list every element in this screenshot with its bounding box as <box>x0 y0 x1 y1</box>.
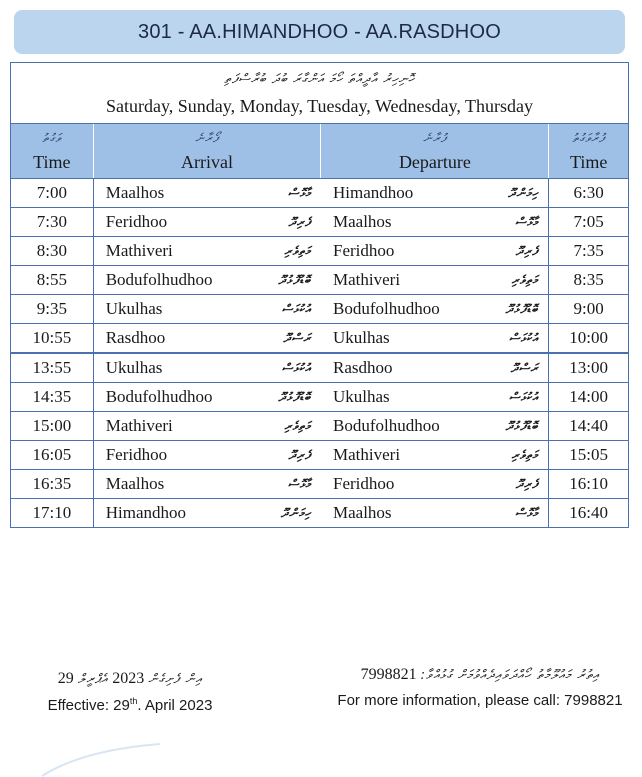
departure-place-cell <box>321 266 548 294</box>
arrival-time-cell <box>11 324 94 352</box>
arrival-time: 7:30 <box>36 212 67 231</box>
arrival-place-cell <box>94 412 321 440</box>
arrival-time: 10:55 <box>32 328 72 347</box>
effective-prefix-en: Effective: 29 <box>47 697 130 714</box>
arrival-place: Maalhos <box>105 474 165 493</box>
arrival-place-cell <box>94 470 321 498</box>
arrival-place-dv: މާޅޮސް <box>288 476 311 491</box>
header-departure-dv: ފުރާނެ <box>423 131 447 145</box>
arrival-place: Bodufolhudhoo <box>105 270 213 289</box>
arrival-time: 13:55 <box>32 358 72 377</box>
departure-time: 13:00 <box>569 358 608 377</box>
timetable <box>10 62 629 528</box>
departure-time-cell <box>548 412 628 440</box>
departure-place-dv: މަތިވެރި <box>511 272 539 287</box>
departure-place-cell <box>321 295 548 323</box>
arrival-time-cell <box>11 383 94 411</box>
header-time-right-en: Time <box>570 152 608 172</box>
arrival-time-cell <box>11 237 94 265</box>
departure-time-cell <box>548 470 628 498</box>
departure-place-dv: ބޮޑުފޮޅުދޫ <box>505 418 539 433</box>
arrival-place: Himandhoo <box>105 503 186 522</box>
departure-place: Bodufolhudhoo <box>333 416 440 435</box>
arrival-time-cell <box>11 441 94 469</box>
effective-day-dv: 29 <box>57 670 74 687</box>
departure-place: Maalhos <box>333 503 392 522</box>
effective-date <box>30 668 230 714</box>
operating-days-english: Saturday, Sunday, Monday, Tuesday, Wednesday, Thursday <box>105 96 533 116</box>
table-row <box>11 469 628 498</box>
arrival-place-dv: އުކުޅަސް <box>281 301 311 316</box>
effective-date-dhivehi <box>30 668 230 690</box>
arrival-place-cell <box>94 383 321 411</box>
contact-info <box>330 664 630 709</box>
departure-time-cell <box>548 179 628 207</box>
arrival-place-dv: ރަސްދޫ <box>283 330 311 345</box>
departure-time-cell <box>548 324 628 352</box>
effective-date-english <box>30 696 230 714</box>
arrival-place-cell <box>94 208 321 236</box>
effective-suffix-dv: އިން ފެށިގެން <box>148 672 203 687</box>
header-departure-en: Departure <box>398 152 471 172</box>
header-arrival-dv: ފޯރާނެ <box>195 131 219 145</box>
route-title: 301 - AA.HIMANDHOO - AA.RASDHOO <box>14 10 625 54</box>
arrival-place-cell <box>94 499 321 527</box>
departure-time-cell <box>548 441 628 469</box>
departure-place-cell <box>321 324 548 352</box>
departure-time-cell <box>548 295 628 323</box>
effective-sup-en: th <box>129 696 138 706</box>
departure-place-cell <box>321 441 548 469</box>
arrival-place-cell <box>94 441 321 469</box>
contact-info-english: For more information, please call: 7998821 <box>337 692 623 709</box>
arrival-place: Rasdhoo <box>105 328 166 347</box>
arrival-time: 17:10 <box>32 503 72 522</box>
effective-suffix-en: . April 2023 <box>137 697 213 714</box>
departure-place-dv: ބޮޑުފޮޅުދޫ <box>505 301 539 316</box>
table-row <box>11 411 628 440</box>
departure-place-cell <box>321 208 548 236</box>
departure-time: 14:00 <box>569 387 608 406</box>
departure-place-cell <box>321 470 548 498</box>
departure-place: Feridhoo <box>333 241 395 260</box>
arrival-place-cell <box>94 354 321 382</box>
departure-time: 8:35 <box>573 270 604 289</box>
arrival-time-cell <box>11 412 94 440</box>
table-row <box>11 498 628 527</box>
table-row <box>11 440 628 469</box>
departure-place-cell <box>321 237 548 265</box>
arrival-time-cell <box>11 266 94 294</box>
arrival-place-dv: މާޅޮސް <box>288 185 311 200</box>
arrival-place: Ukulhas <box>105 299 163 318</box>
arrival-place: Bodufolhudhoo <box>105 387 213 406</box>
header-time-left-dv: ވަގުތު <box>42 131 62 145</box>
departure-time-cell <box>548 499 628 527</box>
contact-info-dhivehi <box>330 664 630 686</box>
table-row <box>11 382 628 411</box>
departure-place: Bodufolhudhoo <box>333 299 440 318</box>
contact-number-dv: 7998821 <box>360 666 417 683</box>
contact-label-dv: އިތުރު މައުލޫމާތު ހޯއްދަވައިދެއްވުމަށް ގުޅުއްވާ: <box>420 668 600 683</box>
departure-place-cell <box>321 383 548 411</box>
departure-time: 16:40 <box>569 503 608 522</box>
departure-time-cell <box>548 208 628 236</box>
arrival-time: 8:30 <box>36 241 67 260</box>
departure-place: Himandhoo <box>333 183 414 202</box>
operating-days <box>11 63 628 123</box>
arrival-time: 16:35 <box>32 474 72 493</box>
departure-place: Ukulhas <box>333 387 390 406</box>
header-departure <box>321 124 549 178</box>
arrival-place-dv: އުކުޅަސް <box>281 360 311 375</box>
departure-place: Rasdhoo <box>333 358 393 377</box>
departure-time-cell <box>548 237 628 265</box>
departure-time-cell <box>548 266 628 294</box>
arrival-time: 9:35 <box>36 299 67 318</box>
arrival-place-dv: ހިމަންދޫ <box>280 505 311 520</box>
effective-month-dv: އެޕްރީލް <box>77 672 109 687</box>
arrival-place-cell <box>94 237 321 265</box>
arrival-time: 15:00 <box>32 416 72 435</box>
arrival-place: Mathiveri <box>105 241 173 260</box>
departure-time-cell <box>548 383 628 411</box>
departure-place-cell <box>321 354 548 382</box>
header-arrival <box>94 124 322 178</box>
departure-place-cell <box>321 412 548 440</box>
departure-place: Feridhoo <box>333 474 395 493</box>
arrival-time-cell <box>11 470 94 498</box>
departure-place-dv: އުކުޅަސް <box>509 330 539 345</box>
departure-place: Mathiveri <box>333 445 401 464</box>
departure-place: Maalhos <box>333 212 392 231</box>
departure-time: 7:05 <box>573 212 604 231</box>
arrival-time: 16:05 <box>32 445 72 464</box>
arrival-place-cell <box>94 324 321 352</box>
arrival-place-dv: މަތިވެރި <box>284 243 311 258</box>
table-row <box>11 178 628 207</box>
departure-place-dv: މާޅޮސް <box>515 214 539 229</box>
arrival-time-cell <box>11 179 94 207</box>
departure-place-dv: އުކުޅަސް <box>509 389 539 404</box>
arrival-place: Feridhoo <box>105 445 168 464</box>
arrival-place-cell <box>94 179 321 207</box>
arrival-place-cell <box>94 266 321 294</box>
header-time-left-en: Time <box>33 152 71 172</box>
arrival-place-cell <box>94 295 321 323</box>
departure-place: Ukulhas <box>333 328 390 347</box>
arrival-place-dv: ފެރިދޫ <box>288 447 311 462</box>
header-arrival-en: Arrival <box>181 152 234 172</box>
departure-time: 9:00 <box>573 299 604 318</box>
departure-place-dv: ރަސްދޫ <box>510 360 539 375</box>
table-row <box>11 294 628 323</box>
departure-place-dv: ފެރިދޫ <box>515 243 539 258</box>
departure-time: 10:00 <box>569 328 608 347</box>
arrival-place-dv: މަތިވެރި <box>284 418 311 433</box>
arrival-time: 14:35 <box>32 387 72 406</box>
departure-time: 7:35 <box>573 241 604 260</box>
departure-place-dv: މާޅޮސް <box>515 505 539 520</box>
effective-year-dv: 2023 <box>112 670 145 687</box>
departure-place-dv: ފެރިދޫ <box>515 476 539 491</box>
departure-time: 6:30 <box>573 183 604 202</box>
table-row <box>11 207 628 236</box>
table-row <box>11 265 628 294</box>
departure-place-dv: މަތިވެރި <box>511 447 539 462</box>
operating-days-dhivehi: ހޮނިހިރު އާދީއްތަ ހޯމަ އަންގާރަ ބުދަ ބުރާސްފަތި <box>224 72 415 87</box>
arrival-time-cell <box>11 354 94 382</box>
arrival-place-dv: ބޮޑުފޮޅުދޫ <box>278 272 311 287</box>
departure-place-cell <box>321 179 548 207</box>
header-time-left <box>11 124 94 178</box>
header-time-right <box>549 124 628 178</box>
departure-time: 16:10 <box>569 474 608 493</box>
decorative-swoosh <box>40 740 180 777</box>
departure-time: 14:40 <box>569 416 608 435</box>
table-header <box>11 123 628 178</box>
arrival-place-dv: ފެރިދޫ <box>288 214 311 229</box>
table-row <box>11 323 628 352</box>
arrival-place: Mathiveri <box>105 416 173 435</box>
arrival-time: 8:55 <box>36 270 67 289</box>
table-row <box>11 352 628 382</box>
table-row <box>11 236 628 265</box>
arrival-place-dv: ބޮޑުފޮޅުދޫ <box>278 389 311 404</box>
departure-time: 15:05 <box>569 445 608 464</box>
table-body <box>11 178 628 527</box>
arrival-place: Maalhos <box>105 183 165 202</box>
header-time-right-dv: ފުރާވަގުތު <box>572 131 606 145</box>
arrival-place: Ukulhas <box>105 358 163 377</box>
departure-place: Mathiveri <box>333 270 401 289</box>
arrival-place: Feridhoo <box>105 212 168 231</box>
departure-place-cell <box>321 499 548 527</box>
arrival-time: 7:00 <box>36 183 67 202</box>
departure-place-dv: ހިމަންދޫ <box>508 185 539 200</box>
departure-time-cell <box>548 354 628 382</box>
arrival-time-cell <box>11 295 94 323</box>
arrival-time-cell <box>11 208 94 236</box>
arrival-time-cell <box>11 499 94 527</box>
